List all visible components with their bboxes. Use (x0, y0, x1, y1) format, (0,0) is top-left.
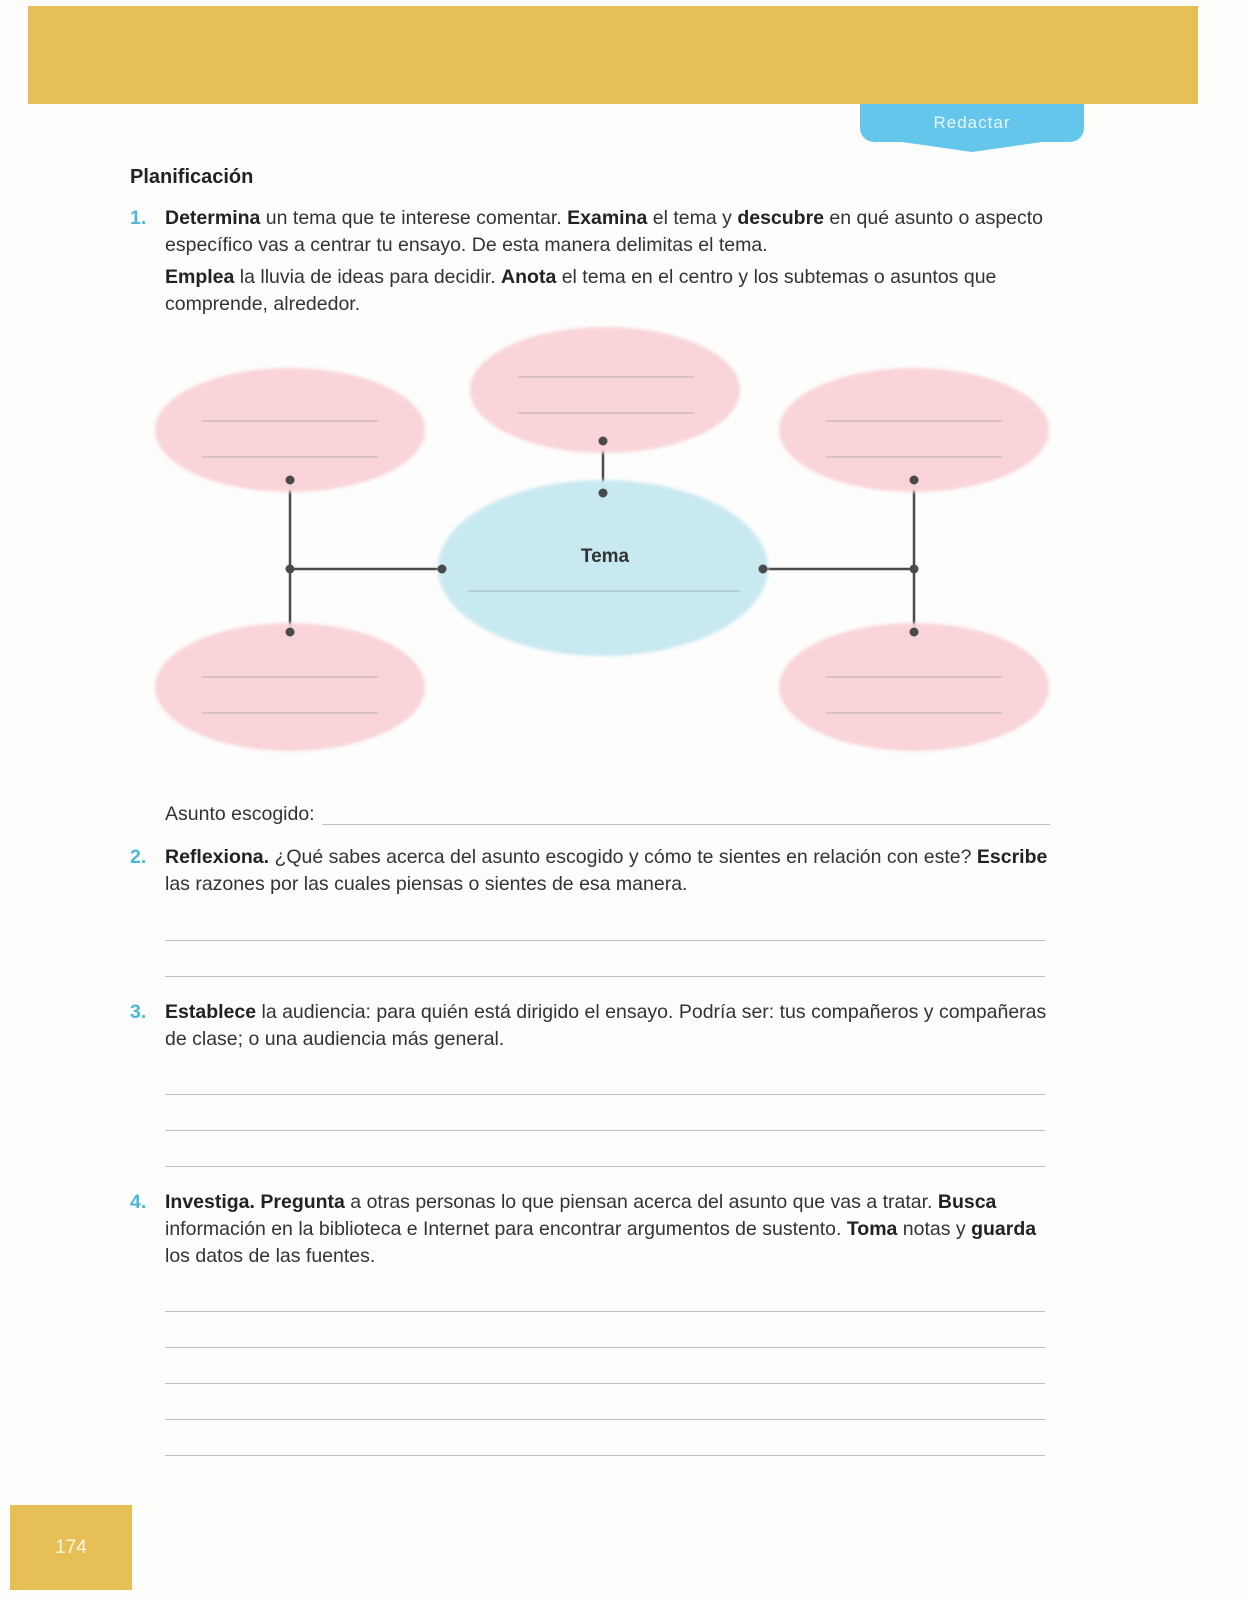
subtopic-bubble-bottom-left[interactable] (155, 623, 425, 751)
answer-line[interactable] (165, 1166, 1045, 1167)
question-paragraph (165, 1189, 1065, 1270)
instruction-text: información en la biblioteca e Internet para encontrar argumentos de sustento. (165, 1218, 847, 1240)
answer-line[interactable] (165, 940, 1045, 941)
section-tab-label: Redactar (933, 113, 1011, 132)
answer-line[interactable] (165, 1311, 1045, 1312)
instruction-verb: Pregunta (260, 1191, 345, 1213)
question-2 (130, 844, 1065, 903)
instruction-text: notas y (897, 1218, 972, 1240)
instruction-verb: Toma (846, 1218, 898, 1240)
question-1 (130, 205, 1065, 323)
answer-line[interactable] (165, 976, 1045, 977)
question-paragraph (165, 264, 1065, 318)
topic-bubble-center[interactable] (438, 480, 768, 656)
question-4 (130, 1189, 1065, 1275)
question-body (165, 205, 1065, 318)
chosen-subject-answer-line[interactable] (322, 824, 1050, 825)
question-body (165, 999, 1065, 1053)
instruction-text: ¿Qué sabes acerca del asunto escogido y cómo te sientes en relación con este? (269, 846, 977, 868)
instruction-verb: Emplea (165, 266, 235, 288)
instruction-verb: Examina (567, 207, 648, 229)
chosen-subject-label: Asunto escogido: (165, 803, 315, 825)
diagram-svg (150, 325, 1090, 765)
instruction-text: los datos de las fuentes. (165, 1245, 376, 1267)
answer-line[interactable] (165, 1419, 1045, 1420)
instruction-verb: descubre (737, 207, 825, 229)
instruction-text: a otras personas lo que piensan acerca del asunto que vas a tratar. (344, 1191, 938, 1213)
question-paragraph (165, 844, 1065, 898)
section-tab (860, 104, 1084, 142)
question-paragraph (165, 205, 1065, 259)
page-number-badge (10, 1505, 132, 1590)
instruction-text: un tema que te interese comentar. (260, 207, 568, 229)
instruction-verb: Anota (501, 266, 557, 288)
instruction-verb: Investiga. (165, 1191, 255, 1213)
instruction-text: la lluvia de ideas para decidir. (234, 266, 502, 288)
top-color-band (28, 6, 1198, 104)
answer-line[interactable] (165, 1130, 1045, 1131)
question-number: 4. (130, 1191, 147, 1213)
instruction-verb: Establece (165, 1001, 257, 1023)
answer-line[interactable] (165, 1347, 1045, 1348)
subtopic-bubble-bottom-right[interactable] (779, 623, 1049, 751)
answer-line[interactable] (165, 1094, 1045, 1095)
subtopic-bubble-top-left[interactable] (155, 368, 425, 492)
instruction-verb: guarda (971, 1218, 1037, 1240)
brainstorm-diagram (150, 325, 1090, 765)
instruction-verb: Escribe (976, 846, 1048, 868)
question-number: 3. (130, 1001, 147, 1023)
question-body (165, 1189, 1065, 1270)
question-number: 1. (130, 207, 147, 229)
instruction-verb: Busca (937, 1191, 997, 1213)
subtopic-bubble-top-right[interactable] (779, 368, 1049, 492)
question-paragraph (165, 999, 1065, 1053)
instruction-verb: Reflexiona. (165, 846, 270, 868)
page-number: 174 (55, 1536, 87, 1558)
instruction-text: la audiencia: para quién está dirigido el ensayo. Podría ser: tus compañeros y compañeras de clase; o una audiencia más general. (165, 1001, 1047, 1050)
question-number: 2. (130, 846, 147, 868)
instruction-text: el tema y (647, 207, 738, 229)
instruction-verb: Determina (165, 207, 261, 229)
instruction-text: en qué asunto o aspecto específico vas a centrar tu ensayo. De esta manera delimitas el tema. (165, 207, 1044, 256)
instruction-text: las razones por las cuales piensas o sientes de esa manera. (165, 873, 688, 895)
instruction-text: el tema en el centro y los subtemas o asuntos que comprende, alrededor. (165, 266, 997, 315)
answer-line[interactable] (165, 1455, 1045, 1456)
section-title: Planificación (130, 166, 254, 188)
question-3 (130, 999, 1065, 1058)
question-body (165, 844, 1065, 898)
topic-label: Tema (580, 546, 630, 567)
subtopic-bubble-top-center[interactable] (470, 327, 740, 453)
answer-line[interactable] (165, 1383, 1045, 1384)
